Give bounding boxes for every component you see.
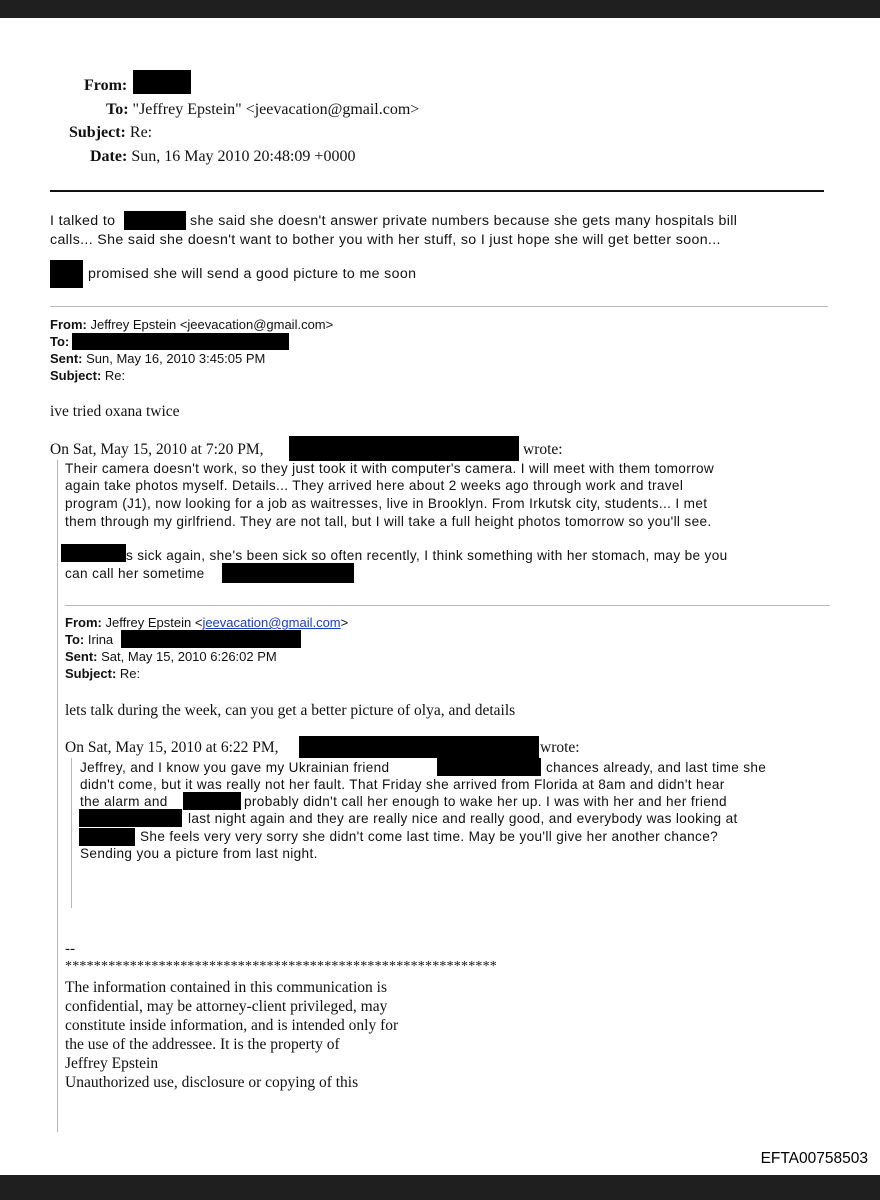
- top-from-label: From:: [84, 77, 128, 94]
- top-to-value: "Jeffrey Epstein" <jeevacation@gmail.com>: [132, 101, 420, 118]
- top-subject-row: [69, 124, 152, 142]
- body1-line1b: she said she doesn't answer private numbers because she gets many hospitals bill: [190, 213, 738, 229]
- reply2-sent-row: [65, 649, 277, 664]
- document-page: [0, 18, 880, 1175]
- reply2-sent-value: Sat, May 15, 2010 6:26:02 PM: [101, 649, 277, 664]
- reply1-subject-value: Re:: [104, 368, 126, 383]
- reply2-to-value: Irina: [87, 632, 114, 647]
- reply-divider: [50, 306, 828, 307]
- redaction-box: [79, 828, 135, 846]
- quote1-intro: On Sat, May 15, 2010 at 7:20 PM,: [50, 441, 264, 458]
- redaction-box: [133, 70, 191, 94]
- quote2-line4: last night again and they are really nice and really good, and everybody was looking at: [188, 811, 738, 826]
- reply1-subject-label: Subject:: [50, 368, 102, 383]
- quote1-line-3: program (J1), now looking for a job as waitresses, live in Brooklyn. From Irkutsk city, students... I met: [65, 496, 708, 511]
- quote1-bar: [57, 460, 58, 1132]
- reply2-body: lets talk during the week, can you get a better picture of olya, and details: [65, 702, 516, 719]
- redaction-box: [72, 333, 289, 350]
- redaction-box: [222, 563, 354, 583]
- quote2-line6: Sending you a picture from last night.: [80, 846, 318, 861]
- quote1-line-4: them through my girlfriend. They are not tall, but I will take a full height photos tomorrow so you'll see.: [65, 514, 712, 529]
- redaction-box: [299, 736, 539, 758]
- reply1-sent-label: Sent:: [50, 351, 83, 366]
- redaction-box: [183, 792, 241, 810]
- redaction-box: [289, 436, 519, 461]
- reply1-subject-row: [50, 368, 125, 383]
- signature-dashes: --: [65, 941, 75, 957]
- reply2-from-email-link[interactable]: jeevacation@gmail.com: [202, 615, 341, 630]
- reply1-body: ive tried oxana twice: [50, 403, 180, 420]
- top-from-row: [84, 77, 127, 95]
- redaction-box: [61, 544, 126, 562]
- reply2-to-row: [65, 632, 113, 647]
- signature-line-5: Jeffrey Epstein: [65, 1055, 159, 1072]
- signature-line-2: confidential, may be attorney-client privileged, may: [65, 998, 388, 1015]
- top-to-label: To:: [106, 101, 129, 118]
- reply2-from-row: [65, 615, 348, 630]
- reply1-from-value: Jeffrey Epstein <jeevacation@gmail.com>: [90, 317, 334, 332]
- signature-line-3: constitute inside information, and is intended only for: [65, 1017, 399, 1034]
- reply2-subject-label: Subject:: [65, 666, 117, 681]
- top-date-value: Sun, 16 May 2010 20:48:09 +0000: [131, 148, 356, 165]
- quote2-line5: She feels very very sorry she didn't come last time. May be you'll give her another chance?: [140, 829, 719, 844]
- reply2-from-suffix: >: [340, 615, 349, 630]
- reply-divider: [65, 605, 830, 606]
- redaction-box: [121, 630, 301, 648]
- document-id: EFTA00758503: [760, 1150, 868, 1167]
- quote1-line-1: Their camera doesn't work, so they just took it with computer's camera. I will meet with them tomorrow: [65, 461, 715, 476]
- quote2-line1b: chances already, and last time she: [546, 760, 767, 775]
- reply1-to-row: [50, 334, 69, 349]
- reply2-subject-value: Re:: [119, 666, 141, 681]
- quote2-line2: didn't come, but it was really not her fault. That Friday she arrived from Florida at 8am and didn't hear: [80, 777, 725, 792]
- quote1-sick-line1: s sick again, she's been sick so often recently, I think something with her stomach, may be you: [126, 548, 728, 563]
- reply2-from-prefix: Jeffrey Epstein <: [105, 615, 203, 630]
- top-subject-value: Re:: [129, 124, 153, 141]
- redaction-box: [124, 211, 186, 230]
- quote2-line3b: probably didn't call her enough to wake her up. I was with her and her friend: [244, 794, 727, 809]
- signature-line-4: the use of the addressee. It is the property of: [65, 1036, 340, 1053]
- top-date-label: Date:: [90, 148, 128, 165]
- top-subject-label: Subject:: [69, 124, 126, 141]
- redaction-box: [79, 809, 182, 827]
- reply1-sent-value: Sun, May 16, 2010 3:45:05 PM: [86, 351, 266, 366]
- quote1-wrote: wrote:: [523, 441, 563, 458]
- top-to-row: [106, 101, 419, 119]
- reply2-sent-label: Sent:: [65, 649, 98, 664]
- signature-stars: ************************************************************: [65, 959, 497, 974]
- reply2-from-label: From:: [65, 615, 102, 630]
- quote1-sick-line2: can call her sometime: [65, 566, 205, 581]
- reply2-to-label: To:: [65, 632, 85, 647]
- quote2-bar: [71, 758, 72, 908]
- signature-line-6: Unauthorized use, disclosure or copying of this: [65, 1074, 359, 1091]
- reply1-to-label: To:: [50, 334, 70, 349]
- body1-line2: calls... She said she doesn't want to bother you with her stuff, so I just hope she will get better soon...: [50, 232, 721, 248]
- quote2-intro: On Sat, May 15, 2010 at 6:22 PM,: [65, 739, 279, 756]
- redaction-box: [50, 260, 83, 288]
- body1-line3: promised she will send a good picture to me soon: [88, 266, 417, 282]
- reply1-from-row: [50, 317, 333, 332]
- reply2-subject-row: [65, 666, 140, 681]
- quote2-line1a: Jeffrey, and I know you gave my Ukrainian friend: [80, 760, 390, 775]
- quote2-wrote: wrote:: [540, 739, 580, 756]
- redaction-box: [437, 758, 541, 776]
- body1-line1a: I talked to: [50, 213, 116, 229]
- header-divider: [50, 190, 824, 192]
- quote2-line3a: the alarm and: [80, 794, 168, 809]
- signature-line-1: The information contained in this communication is: [65, 979, 387, 996]
- reply1-from-label: From:: [50, 317, 87, 332]
- reply1-sent-row: [50, 351, 265, 366]
- quote1-line-2: again take photos myself. Details... They arrived here about 2 weeks ago through work and travel: [65, 478, 684, 493]
- top-date-row: [90, 148, 355, 166]
